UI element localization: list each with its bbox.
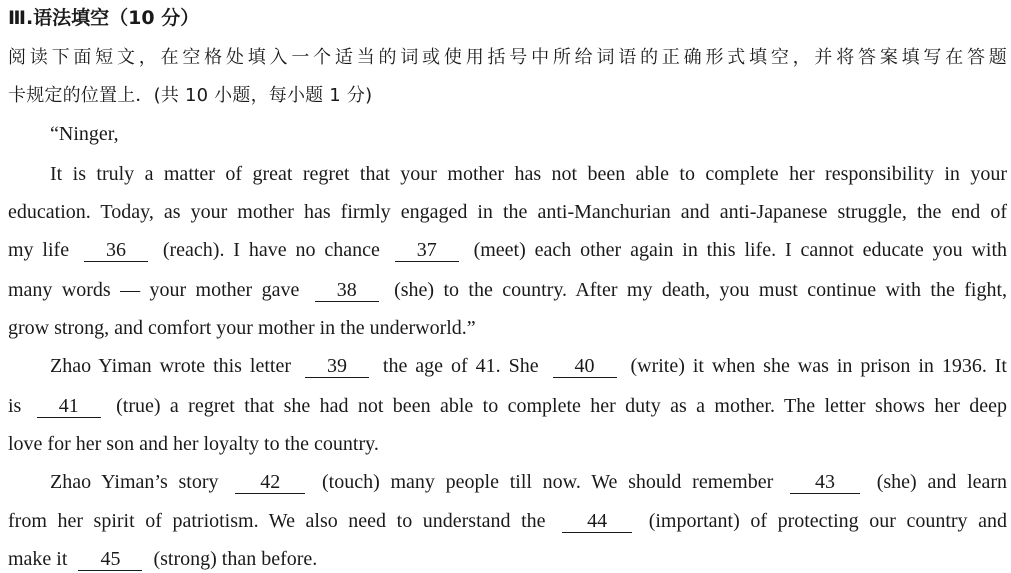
- text-segment: Zhao Yiman’s story: [50, 471, 219, 493]
- blank-42[interactable]: 42: [235, 471, 305, 494]
- blank-39[interactable]: 39: [305, 355, 369, 378]
- text-segment: (she) to the country. After my death, you must continue with the fight,: [394, 279, 1008, 301]
- text-segment: Zhao Yiman wrote this letter: [50, 355, 292, 377]
- blank-38[interactable]: 38: [315, 279, 379, 302]
- paragraph-1-line-4: [8, 276, 1007, 304]
- text-segment: (touch) many people till now. We should remember: [322, 471, 774, 493]
- text-segment: (write) it when she was in prison in 1936. It: [630, 355, 1007, 377]
- text-segment: many words — your mother gave: [8, 279, 300, 301]
- blank-37[interactable]: 37: [395, 239, 459, 262]
- blank-45[interactable]: 45: [78, 548, 142, 571]
- text-segment: (important) of protecting our country and: [648, 510, 1008, 532]
- instructions-line-2: 卡规定的位置上．(共 10 小题，每小题 1 分): [8, 85, 373, 106]
- text-segment: (strong) than before.: [153, 548, 318, 570]
- paragraph-1-line-1: It is truly a matter of great regret that your mother has not been able to complete her responsibility in your: [50, 163, 1007, 185]
- text-segment: (true) a regret that she had not been able to complete her duty as a mother. The letter shows her deep: [116, 395, 1008, 417]
- blank-40[interactable]: 40: [553, 355, 617, 378]
- paragraph-3-line-2: [8, 507, 1007, 535]
- text-segment: (she) and learn: [876, 471, 1008, 493]
- text-segment: is: [8, 395, 22, 417]
- paragraph-1-line-5: grow strong, and comfort your mother in the underworld.”: [8, 317, 476, 339]
- paragraph-3-line-3: [8, 545, 1007, 573]
- paragraph-2-line-3: love for her son and her loyalty to the country.: [8, 433, 379, 455]
- blank-43[interactable]: 43: [790, 471, 860, 494]
- text-segment: from her spirit of patriotism. We also need to understand the: [8, 510, 546, 532]
- letter-salutation: “Ninger,: [50, 123, 119, 145]
- blank-44[interactable]: 44: [562, 510, 632, 533]
- section-heading: Ⅲ.语法填空（10 分）: [8, 7, 200, 29]
- text-segment: (meet) each other again in this life. I cannot educate you with: [473, 239, 1008, 261]
- paragraph-2-line-1: [50, 352, 1007, 380]
- blank-36[interactable]: 36: [84, 239, 148, 262]
- blank-41[interactable]: 41: [37, 395, 101, 418]
- text-segment: (reach). I have no chance: [162, 239, 380, 261]
- paragraph-1-line-2: education. Today, as your mother has firmly engaged in the anti-Manchurian and anti-Japanese struggle, the end of: [8, 201, 1007, 223]
- text-segment: make it: [8, 548, 68, 570]
- paragraph-1-line-3: [8, 236, 1007, 264]
- text-segment: the age of 41. She: [382, 355, 539, 377]
- instructions-line-1: 阅读下面短文，在空格处填入一个适当的词或使用括号中所给词语的正确形式填空，并将答案填写在答题: [8, 47, 1007, 68]
- paragraph-3-line-1: [50, 468, 1007, 496]
- text-segment: my life: [8, 239, 70, 261]
- paragraph-2-line-2: [8, 392, 1007, 420]
